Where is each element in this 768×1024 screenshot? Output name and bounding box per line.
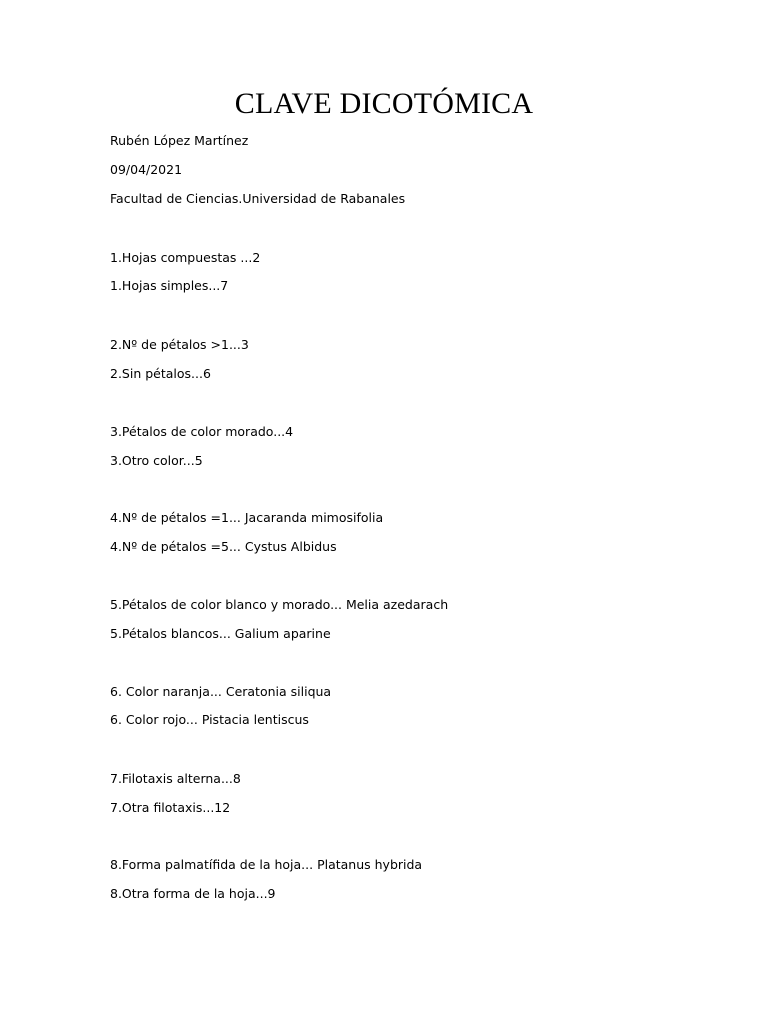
key-couplet-4a: 4.Nº de pétalos =1... Jacaranda mimosifolia <box>110 510 384 525</box>
key-couplet-4b: 4.Nº de pétalos =5... Cystus Albidus <box>110 539 337 554</box>
key-couplet-3a: 3.Pétalos de color morado...4 <box>110 424 294 439</box>
key-couplet-6b: 6. Color rojo... Pistacia lentiscus <box>110 712 309 727</box>
document-date: 09/04/2021 <box>110 162 183 177</box>
key-couplet-7a: 7.Filotaxis alterna...8 <box>110 771 241 786</box>
key-couplet-1a: 1.Hojas compuestas ...2 <box>110 250 261 265</box>
author-name: Rubén López Martínez <box>110 133 249 148</box>
key-couplet-5b: 5.Pétalos blancos... Galium aparine <box>110 626 331 641</box>
key-couplet-1b: 1.Hojas simples...7 <box>110 278 229 293</box>
key-couplet-8a: 8.Forma palmatífida de la hoja... Platanus hybrida <box>110 857 423 872</box>
key-couplet-8b: 8.Otra forma de la hoja...9 <box>110 886 276 901</box>
key-couplet-5a: 5.Pétalos de color blanco y morado... Melia azedarach <box>110 597 449 612</box>
key-couplet-3b: 3.Otro color...5 <box>110 453 203 468</box>
key-couplet-7b: 7.Otra filotaxis...12 <box>110 800 231 815</box>
document-title: CLAVE DICOTÓMICA <box>234 87 534 120</box>
key-couplet-2b: 2.Sin pétalos...6 <box>110 366 211 381</box>
key-couplet-2a: 2.Nº de pétalos >1...3 <box>110 337 249 352</box>
institution: Facultad de Ciencias.Universidad de Rabanales <box>110 191 406 206</box>
key-couplet-6a: 6. Color naranja... Ceratonia siliqua <box>110 684 332 699</box>
